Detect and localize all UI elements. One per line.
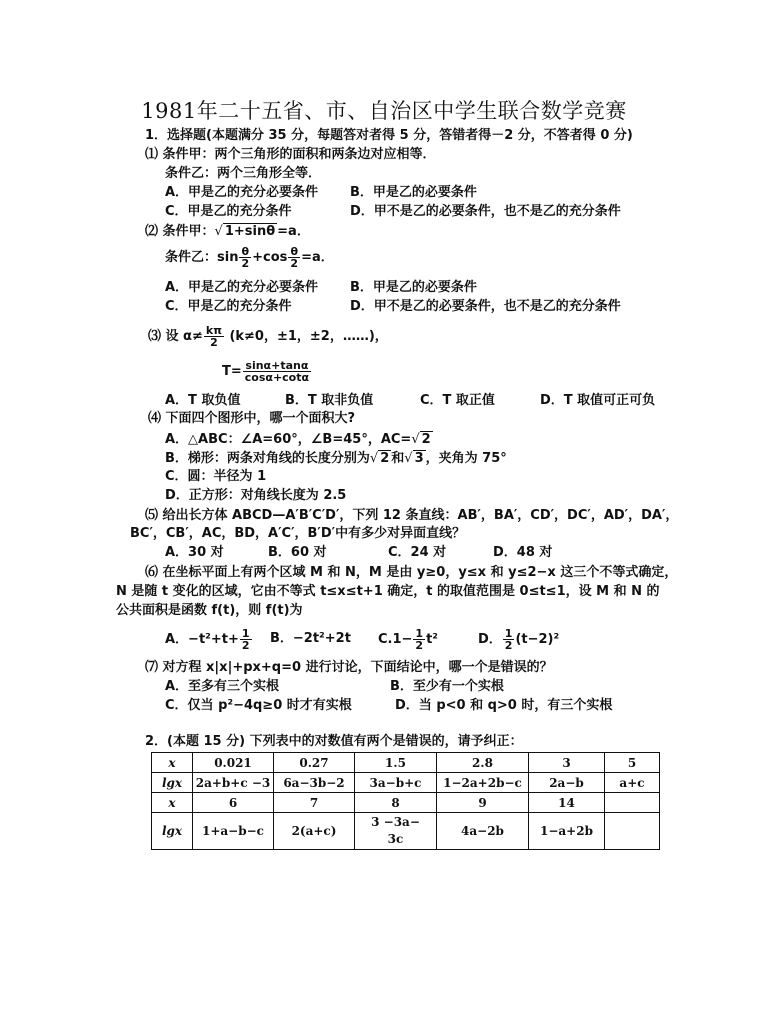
q1-p3-option-b: B．T 取非负值 — [285, 393, 374, 408]
p6-d-num: 1 — [504, 627, 513, 640]
q1-p4-option-d: D．正方形：对角线长度为 2.5 — [165, 488, 347, 503]
p3-num: kπ — [205, 324, 222, 337]
q1-p3-option-a: A．T 取负值 — [165, 393, 241, 408]
q1-p4-option-b: B．梯形：两条对角线的长度分别为√ 2 和√ 3 ，夹角为 75° — [165, 451, 507, 466]
p2-b-prefix: 条件乙： — [165, 250, 218, 265]
table-cell: 0.27 — [274, 753, 355, 773]
p6-c-prefix: C.1− — [378, 632, 413, 647]
table-cell: 9 — [437, 793, 529, 813]
q1-p3-option-c: C．T 取正值 — [420, 393, 495, 408]
p2-b-cos: +cos — [252, 250, 288, 265]
table-cell: 6a−3b−2 — [274, 773, 355, 793]
table-cell: 0.021 — [193, 753, 274, 773]
p6-c-den: 2 — [415, 639, 424, 652]
q1-p7-option-b: B．至少有一个实根 — [390, 679, 504, 694]
q1-p2-option-b: B．甲是乙的必要条件 — [350, 280, 477, 295]
q1-p2-option-c: C．甲是乙的充分条件 — [165, 299, 292, 314]
p4-b-radicand-2: 3 — [414, 451, 424, 466]
table-row — [152, 773, 660, 793]
table-cell: x — [152, 793, 193, 813]
table-cell — [605, 793, 660, 813]
table-cell: 2(a+c) — [274, 813, 355, 850]
table-cell: 1.5 — [355, 753, 437, 773]
q1-p4-option-c: C．圆：半径为 1 — [165, 469, 267, 484]
p4-b-radicand-1: 2 — [380, 451, 390, 466]
table-row — [152, 813, 660, 850]
q1-p6-option-a — [165, 628, 253, 651]
p6-d-den: 2 — [504, 639, 513, 652]
q1-p2-option-d: D．甲不是乙的必要条件，也不是乙的充分条件 — [350, 299, 621, 314]
q1-p3-statement — [148, 325, 388, 348]
table-cell: 1−a+2b — [529, 813, 605, 850]
q1-p2-option-a: A．甲是乙的充分必要条件 — [165, 280, 319, 295]
p3-suffix: (k≠0，±1，±2，……)， — [224, 329, 388, 344]
q1-p5-option-a: A．30 对 — [165, 545, 224, 560]
theta-num-2: θ — [288, 246, 300, 258]
q1-p6-option-b: B．−2t²+2t — [270, 631, 351, 646]
table-cell: 3 −3a− 3c — [355, 813, 437, 850]
p4-b-prefix: B．梯形：两条对角线的长度分别为 — [165, 451, 370, 466]
q1-p6-line-3: 公共面积是函数 f(t)，则 f(t)为 — [116, 603, 303, 618]
p6-a-num: 1 — [241, 627, 250, 640]
q1-p3-t-formula — [222, 360, 312, 383]
table-cell: a+c — [605, 773, 660, 793]
table-cell: 3 — [529, 753, 605, 773]
q1-p1-condition-a: ⑴ 条件甲：两个三角形的面积和两条边对应相等． — [145, 147, 436, 162]
table-cell: 2a−b — [529, 773, 605, 793]
table-cell: x — [152, 753, 193, 773]
table-cell: 14 — [529, 793, 605, 813]
p6-a-den: 2 — [241, 639, 250, 652]
table-cell: 7 — [274, 793, 355, 813]
p2-a-prefix: ⑵ 条件甲： — [145, 224, 215, 239]
p6-d-prefix: D． — [478, 632, 502, 647]
p3-t-den: cosα+cotα — [244, 371, 310, 384]
q1-p6-line-1: ⑹ 在坐标平面上有两个区域 M 和 N，M 是由 y≥0，y≤x 和 y≤2−x 这三个不等式确定， — [145, 565, 678, 580]
table-cell: 1+a−b−c — [193, 813, 274, 850]
table-cell: 5 — [605, 753, 660, 773]
q1-p5-line-2: BC′，CB′，AC，BD，A′C′，B′D′中有多少对异面直线？ — [130, 526, 466, 541]
p2-a-radicand: 1+sinθ — [224, 224, 276, 239]
table-cell: 8 — [355, 793, 437, 813]
q2-header: 2．(本题 15 分) 下列表中的对数值有两个是错误的，请予纠正： — [145, 734, 523, 749]
q1-p6-option-c — [378, 628, 438, 651]
q1-p2-condition-b — [165, 246, 334, 269]
p6-a-prefix: A．−t²+t+ — [165, 632, 239, 647]
table-cell: 6 — [193, 793, 274, 813]
q1-p1-option-c: C．甲是乙的充分条件 — [165, 204, 292, 219]
q1-p6-line-2: N 是随 t 变化的区域，它由不等式 t≤x≤t+1 确定，t 的取值范围是 0≤t≤1，设 M 和 N 的 — [116, 584, 660, 599]
q1-header: 1．选择题(本题满分 35 分，每题答对者得 5 分，答错者得－2 分，不答者得 0 分) — [145, 128, 633, 143]
q1-p7-option-a: A．至多有三个实根 — [165, 679, 280, 694]
q1-p5-line-1: ⑸ 给出长方体 ABCD—A′B′C′D′，下列 12 条直线：AB′，BA′，CD′，DC′，AD′，DA′， — [145, 508, 679, 523]
q1-p7-statement: ⑺ 对方程 x|x|+px+q=0 进行讨论，下面结论中，哪一个是错误的？ — [145, 660, 553, 675]
q1-p5-option-b: B．60 对 — [268, 545, 327, 560]
q1-p1-option-b: B．甲是乙的必要条件 — [350, 185, 477, 200]
p4-a-radicand: 2 — [421, 432, 431, 447]
p3-t-num: sinα+tanα — [243, 360, 311, 372]
p4-a-prefix: A．△ABC：∠A=60°，∠B=45°，AC= — [165, 432, 412, 447]
q1-p4-option-a: A．△ABC：∠A=60°，∠B=45°，AC=√ 2 — [165, 432, 431, 447]
p3-den: 2 — [210, 336, 218, 349]
page-title: 1981年二十五省、市、自治区中学生联合数学竞赛 — [141, 99, 627, 123]
log-table — [151, 752, 660, 850]
q1-p7-option-d: D．当 p<0 和 q>0 时，有三个实根 — [395, 698, 613, 713]
table-cell: lgx — [152, 773, 193, 793]
p2-a-suffix: =a． — [277, 224, 310, 239]
two-den-2: 2 — [290, 257, 299, 270]
table-cell: 4a−2b — [437, 813, 529, 850]
q1-p7-option-c: C．仅当 p²−4q≥0 时才有实根 — [165, 698, 352, 713]
table-cell — [605, 813, 660, 850]
table-row — [152, 753, 660, 773]
q1-p6-option-d — [478, 628, 559, 651]
q1-p5-option-d: D．48 对 — [493, 545, 553, 560]
q1-p5-option-c: C．24 对 — [388, 545, 447, 560]
theta-num-1: θ — [239, 246, 251, 258]
p3-prefix: ⑶ 设 α≠ — [148, 329, 203, 344]
p6-c-num: 1 — [415, 627, 424, 640]
q1-p1-condition-b: 条件乙：两个三角形全等． — [165, 166, 322, 181]
p4-b-suffix: ，夹角为 75° — [425, 451, 507, 466]
q1-p3-option-d: D．T 取值可正可负 — [540, 393, 656, 408]
p3-t-label: T= — [222, 364, 242, 379]
table-row — [152, 793, 660, 813]
p6-d-suffix: (t−2)² — [515, 632, 560, 647]
table-cell: 1−2a+2b−c — [437, 773, 529, 793]
p2-b-eq: =a． — [301, 250, 334, 265]
p6-c-suffix: t² — [426, 632, 438, 647]
two-den-1: 2 — [241, 257, 250, 270]
q1-p4-statement: ⑷ 下面四个图形中，哪一个面积大? — [148, 411, 356, 426]
q1-p1-option-d: D．甲不是乙的必要条件，也不是乙的充分条件 — [350, 204, 621, 219]
table-cell: lgx — [152, 813, 193, 850]
table-cell: 2.8 — [437, 753, 529, 773]
q1-p1-option-a: A．甲是乙的充分必要条件 — [165, 185, 319, 200]
p4-b-and: 和 — [391, 451, 405, 466]
table-cell: 2a+b+c −3 — [193, 773, 274, 793]
table-cell: 3a−b+c — [355, 773, 437, 793]
q1-p2-condition-a: ⑵ 条件甲：√ 1+sinθ =a． — [145, 224, 310, 239]
p2-b-sin: sin — [217, 250, 239, 265]
